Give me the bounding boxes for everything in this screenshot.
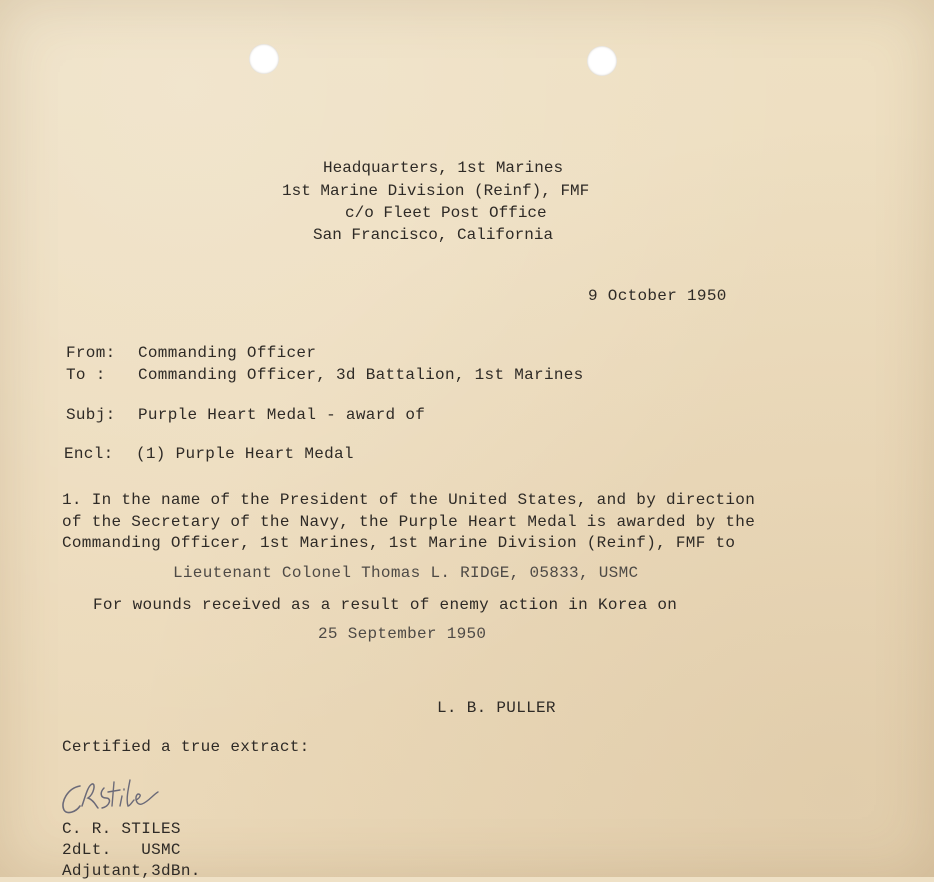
to-value: Commanding Officer, 3d Battalion, 1st Marines (138, 366, 584, 384)
punch-hole-left (249, 44, 279, 74)
from-label: From: (66, 344, 116, 362)
to-label: To : (66, 366, 106, 384)
wound-date: 25 September 1950 (318, 625, 487, 643)
handwritten-signature (58, 776, 178, 820)
letterhead-line: Headquarters, 1st Marines (323, 159, 564, 177)
certifier-name: C. R. STILES (62, 820, 181, 838)
paragraph-line: Commanding Officer, 1st Marines, 1st Marine Division (Reinf), FMF to (62, 534, 736, 552)
certifier-rank: 2dLt. USMC (62, 841, 181, 859)
paragraph-line: 1. In the name of the President of the United States, and by direction (62, 491, 756, 509)
certification-statement: Certified a true extract: (62, 738, 310, 756)
paragraph-line: of the Secretary of the Navy, the Purple Heart Medal is awarded by the (62, 513, 756, 531)
subject-line (66, 404, 425, 426)
letterhead-line: San Francisco, California (313, 226, 554, 244)
subject-value: Purple Heart Medal - award of (138, 406, 426, 424)
from-value: Commanding Officer (138, 344, 317, 362)
to-line (66, 364, 584, 386)
enclosure-label: Encl: (64, 445, 114, 463)
letter-date: 9 October 1950 (588, 287, 727, 305)
recipient-line: Lieutenant Colonel Thomas L. RIDGE, 05833, USMC (173, 564, 639, 582)
from-line (66, 342, 316, 364)
enclosure-line (64, 443, 354, 465)
punch-hole-right (587, 46, 617, 76)
signatory-name: L. B. PULLER (437, 699, 556, 717)
letterhead-line: c/o Fleet Post Office (345, 204, 547, 222)
enclosure-value: (1) Purple Heart Medal (136, 445, 354, 463)
certifier-position: Adjutant,3dBn. (62, 862, 201, 880)
subject-label: Subj: (66, 406, 116, 424)
letterhead-line: 1st Marine Division (Reinf), FMF (282, 182, 590, 200)
reason-line: For wounds received as a result of enemy action in Korea on (93, 596, 678, 614)
